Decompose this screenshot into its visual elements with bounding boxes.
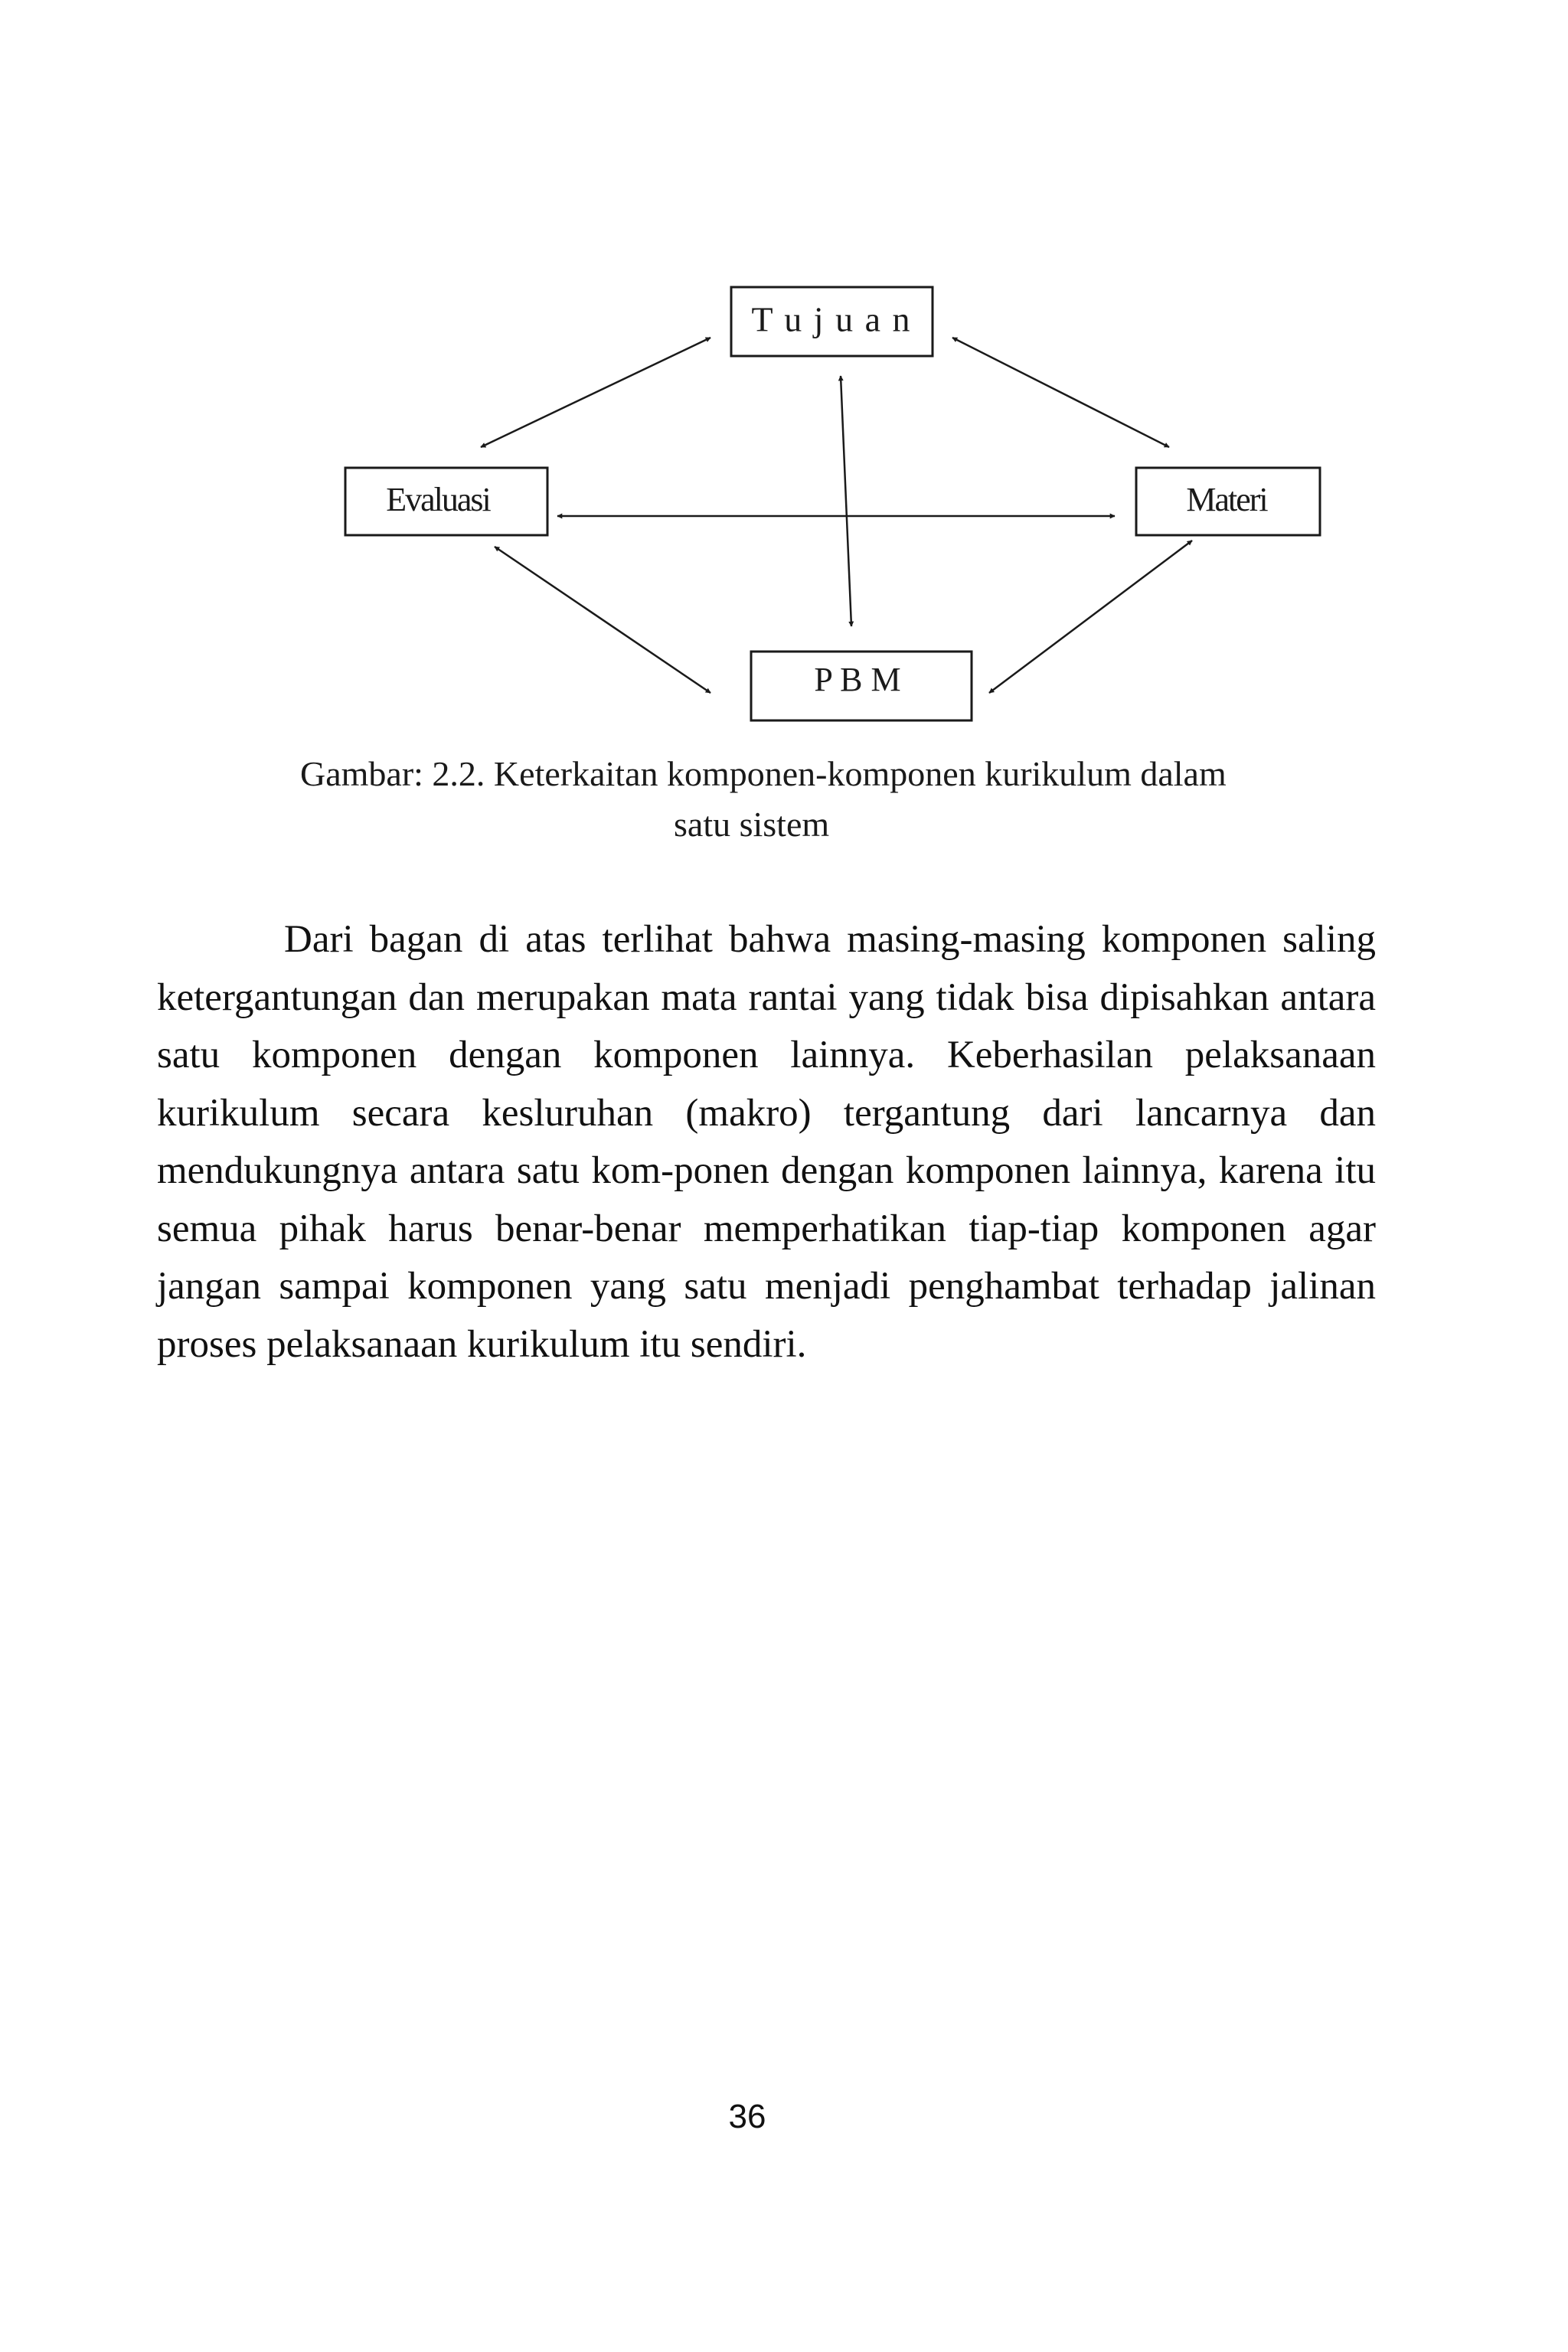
figure-caption-line-1: Gambar: 2.2. Keterkaitan komponen-komponen kurikulum dalam [300, 754, 1227, 793]
arrow-tujuan-pbm [841, 376, 851, 626]
diagram-edges [481, 338, 1192, 693]
node-tujuan-label: T u j u a n [751, 299, 912, 339]
curriculum-components-diagram [0, 0, 1568, 735]
arrow-materi-pbm [989, 541, 1192, 693]
arrow-evaluasi-pbm [495, 547, 710, 693]
node-tujuan [731, 287, 933, 356]
diagram-nodes [345, 287, 1320, 720]
page-number: 36 [728, 2098, 766, 2135]
arrow-tujuan-evaluasi [481, 338, 710, 447]
node-pbm-label: P B M [814, 661, 901, 699]
node-evaluasi-label: Evaluasi [386, 481, 490, 519]
node-pbm [751, 652, 972, 720]
arrow-tujuan-materi [952, 338, 1169, 447]
node-materi [1136, 468, 1320, 535]
body-paragraph: Dari bagan di atas terlihat bahwa masing-masing komponen saling ketergantungan dan merupakan mata rantai yang tidak bisa dipisahkan antara satu komponen dengan komponen lainnya. Keberhasilan pelaksanaan kurikulum secara kesluruhan (makro) tergantung dari lancarnya dan mendukungnya antara satu kom-ponen dengan komponen lainnya, karena itu semua pihak harus benar-benar memperhatikan tiap-tiap komponen agar jangan sampai komponen yang satu menjadi penghambat terhadap jalinan proses pelaksanaan kurikulum itu sendiri. [157, 918, 1376, 1366]
node-evaluasi [345, 468, 547, 535]
node-materi-label: Materi [1186, 481, 1267, 519]
figure-caption-line-2: satu sistem [674, 805, 830, 844]
